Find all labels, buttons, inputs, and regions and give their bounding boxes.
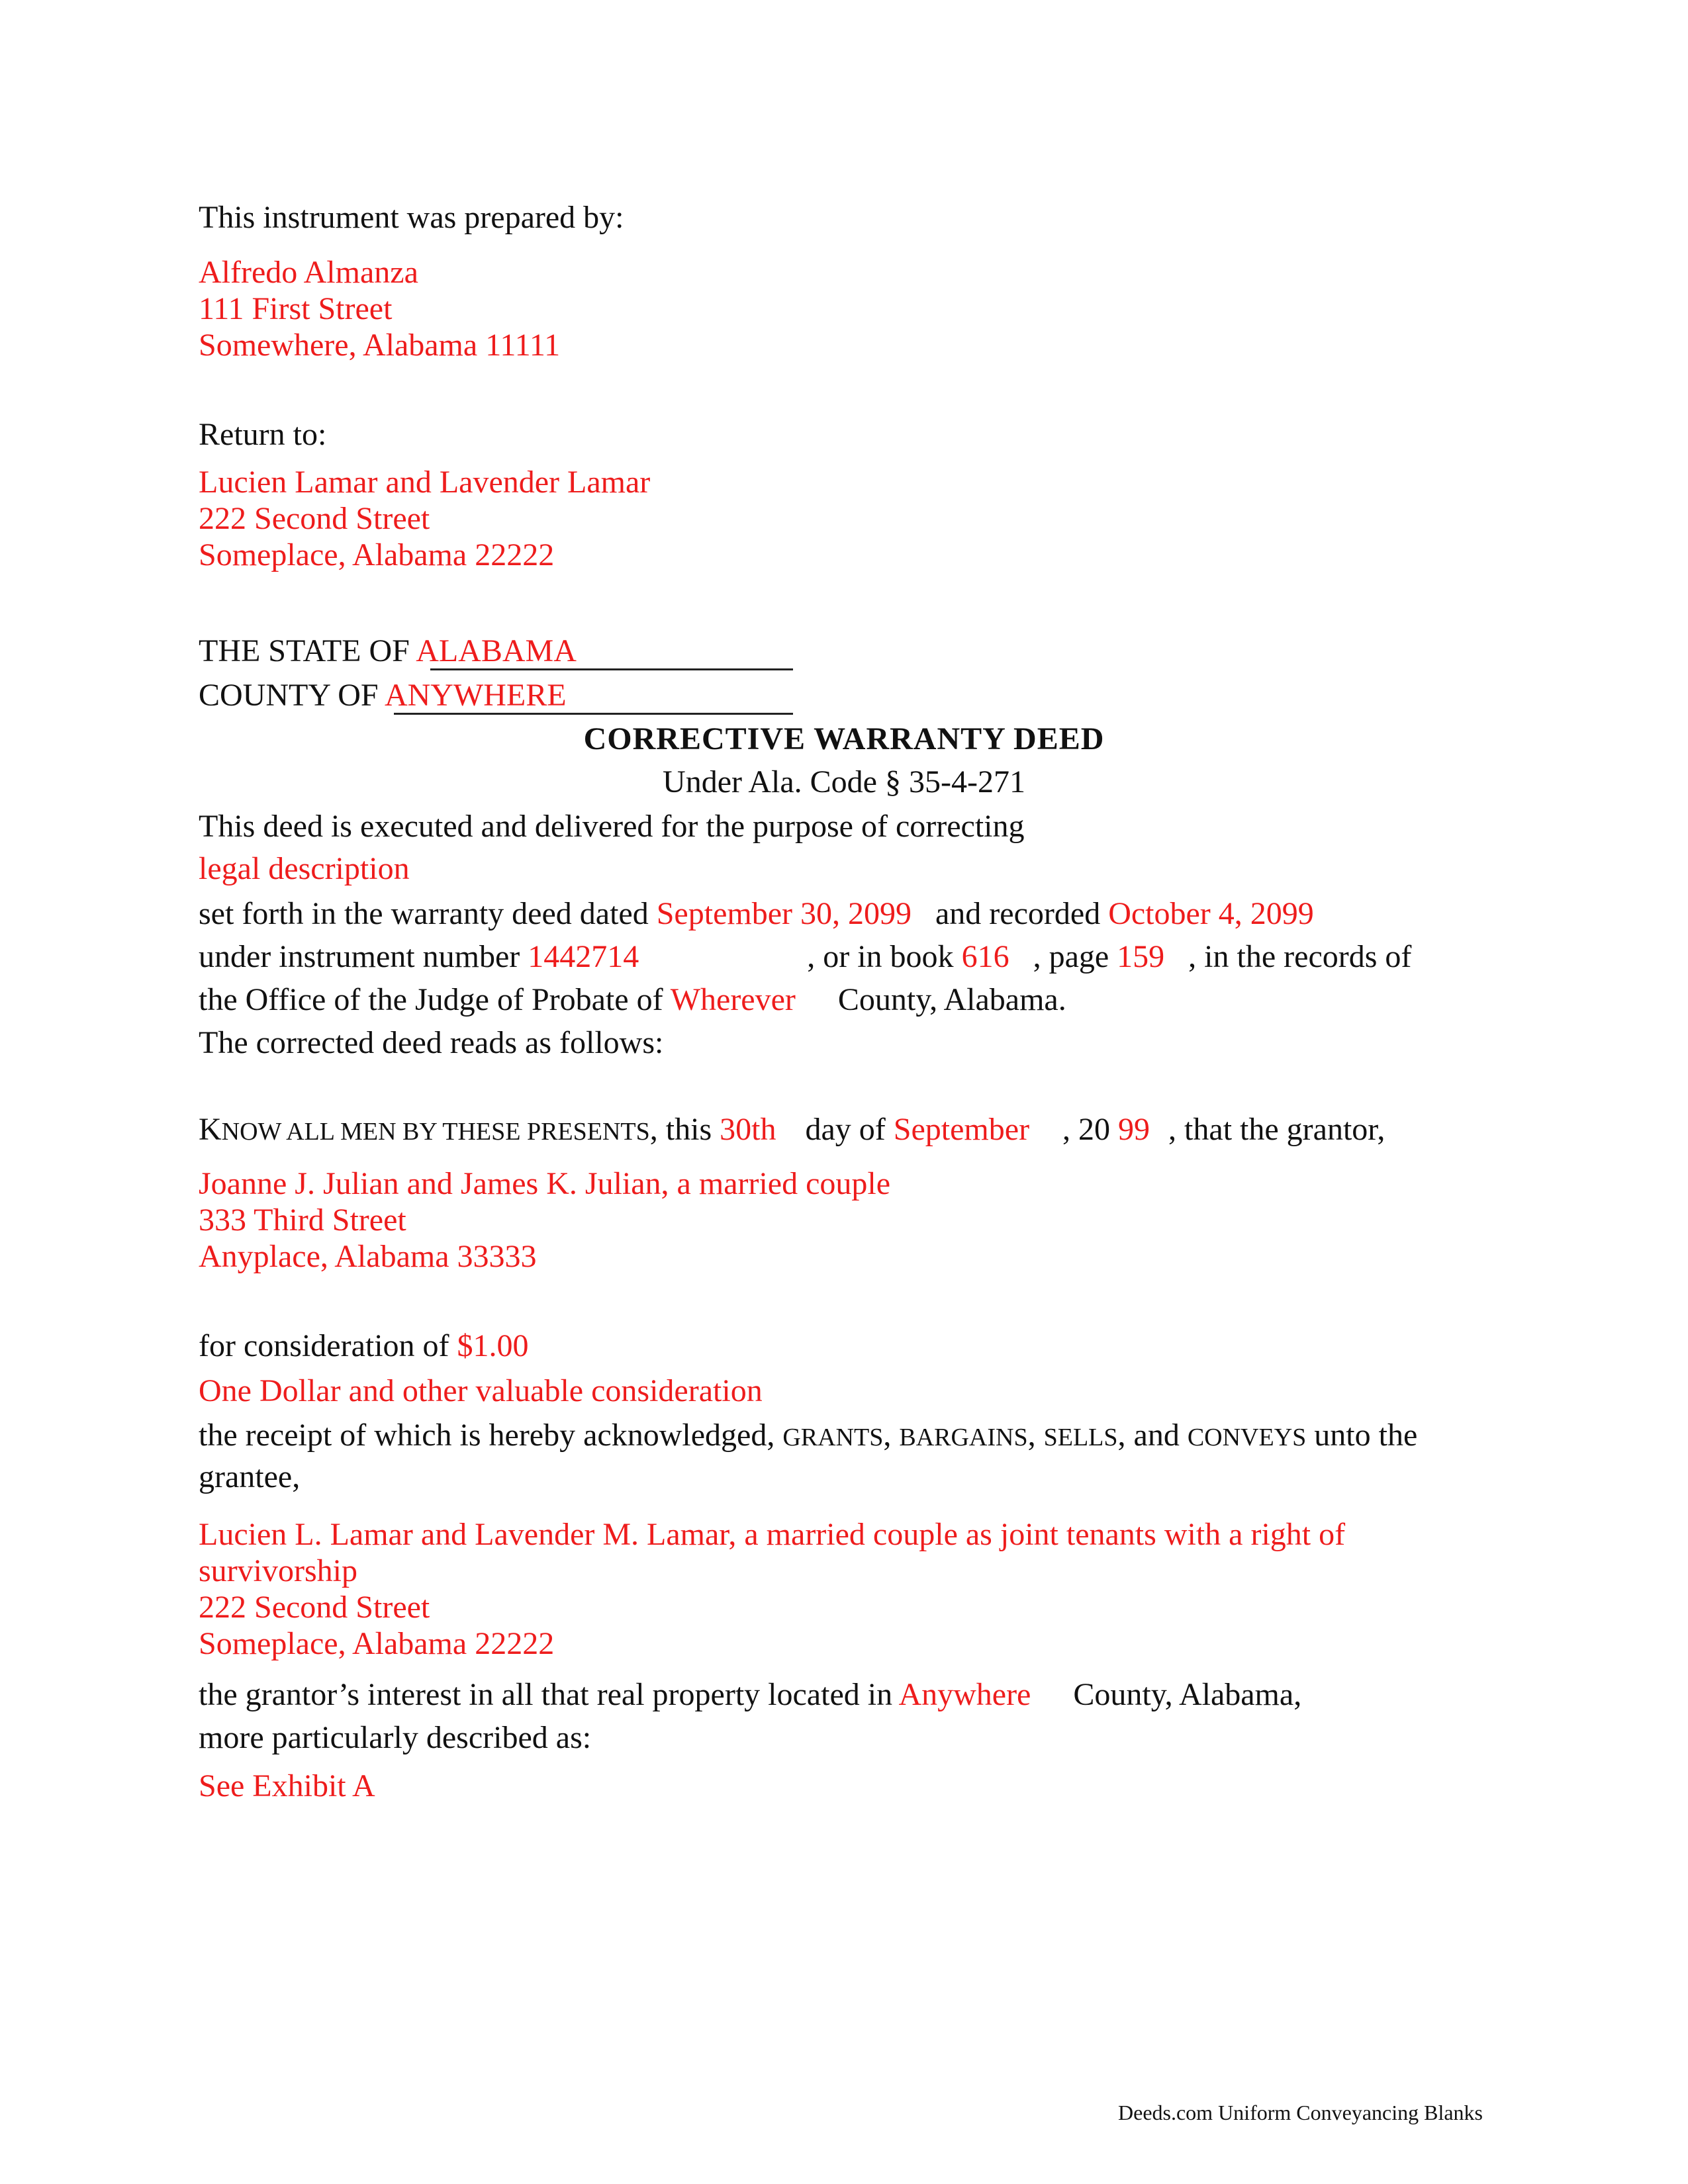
footer-credit: Deeds.com Uniform Conveyancing Blanks [1118, 2101, 1483, 2124]
return-to-city: Someplace, Alabama 22222 [199, 537, 555, 572]
return-to-heading: Return to: [199, 417, 327, 452]
presents-k: K [199, 1112, 222, 1147]
property-county: Anywhere [898, 1677, 1031, 1712]
property-line [199, 1676, 1301, 1714]
book-number: 616 [961, 939, 1009, 974]
records-of-text: , in the records of [1188, 939, 1412, 974]
presents-smallcaps: NOW ALL MEN BY THESE PRESENTS [221, 1118, 650, 1146]
grantor-street: 333 Third Street [199, 1203, 406, 1238]
instrument-number: 1442714 [528, 939, 639, 974]
bargains-word: BARGAINS [899, 1424, 1028, 1451]
county-label: COUNTY OF [199, 678, 379, 713]
state-line [199, 632, 577, 670]
grants-line: the receipt of which is hereby acknowledged, GRANTS, BARGAINS, SELLS, and CONVEYS unto the [199, 1418, 1418, 1453]
grants-word: GRANTS [782, 1424, 884, 1451]
and-word: and [1133, 1418, 1180, 1453]
consideration-line [199, 1327, 529, 1365]
consideration-text: One Dollar and other valuable consideration [199, 1373, 763, 1408]
instrument-line [199, 938, 1411, 976]
presents-this: , this [649, 1112, 712, 1147]
deed-subtitle: Under Ala. Code § 35-4-271 [663, 764, 1025, 799]
office-text: the Office of the Judge of Probate of [199, 982, 663, 1017]
or-in-book-text: , or in book [807, 939, 954, 974]
set-forth-text: set forth in the warranty deed dated [199, 896, 649, 931]
county-line [199, 676, 567, 715]
consideration-label: for consideration of [199, 1328, 449, 1363]
deed-title: CORRECTIVE WARRANTY DEED [583, 721, 1105, 756]
presents-grantor-label: , that the grantor, [1168, 1112, 1385, 1147]
correction-intro: This deed is executed and delivered for the purpose of correcting [199, 809, 1025, 844]
state-value: ALABAMA [416, 633, 577, 668]
date-dated: September 30, 2099 [656, 896, 912, 931]
correction-purpose: legal description [199, 851, 410, 886]
probate-county: Wherever [670, 982, 796, 1017]
presents-month: September [893, 1112, 1030, 1147]
grantor-name: Joanne J. Julian and James K. Julian, a married couple [199, 1166, 891, 1201]
return-to-name: Lucien Lamar and Lavender Lamar [199, 465, 651, 500]
county-value: ANYWHERE [384, 678, 567, 713]
consideration-amount: $1.00 [457, 1328, 529, 1363]
warranty-deed-line [199, 895, 1314, 933]
prepared-by-heading: This instrument was prepared by: [199, 200, 624, 235]
presents-year-prefix: , 20 [1062, 1112, 1111, 1147]
county-alabama-text: County, Alabama. [837, 982, 1066, 1017]
property-county-suffix: County, Alabama, [1073, 1677, 1302, 1712]
grantee-city: Someplace, Alabama 22222 [199, 1626, 555, 1661]
grantee-label: grantee, [199, 1459, 301, 1494]
receipt-text: the receipt of which is hereby acknowledged, [199, 1418, 775, 1453]
state-label: THE STATE OF [199, 633, 410, 668]
presents-day-of: day of [805, 1112, 886, 1147]
sells-word: SELLS [1043, 1424, 1118, 1451]
presents-line [199, 1111, 1385, 1151]
property-interest-text: the grantor’s interest in all that real property located in [199, 1677, 893, 1712]
grantor-city: Anyplace, Alabama 33333 [199, 1239, 537, 1274]
presents-year: 99 [1118, 1112, 1150, 1147]
unto-text: unto the [1314, 1418, 1418, 1453]
under-instrument-text: under instrument number [199, 939, 520, 974]
reads-as-follows: The corrected deed reads as follows: [199, 1025, 664, 1060]
grantee-name-line1: Lucien L. Lamar and Lavender M. Lamar, a married couple as joint tenants with a right of [199, 1517, 1346, 1552]
conveys-word: CONVEYS [1187, 1424, 1307, 1451]
page-number: 159 [1117, 939, 1165, 974]
state-underline [430, 668, 793, 670]
county-underline [394, 713, 793, 715]
preparer-name: Alfredo Almanza [199, 255, 418, 290]
preparer-street: 111 First Street [199, 291, 393, 326]
grantee-street: 222 Second Street [199, 1590, 430, 1625]
return-to-street: 222 Second Street [199, 501, 430, 536]
date-recorded: October 4, 2099 [1108, 896, 1314, 931]
office-line [199, 981, 1066, 1019]
grantee-name-line2: survivorship [199, 1553, 357, 1588]
exhibit-reference: See Exhibit A [199, 1768, 375, 1803]
and-recorded-text: and recorded [935, 896, 1101, 931]
page-label: , page [1033, 939, 1109, 974]
presents-day: 30th [720, 1112, 776, 1147]
preparer-city: Somewhere, Alabama 11111 [199, 328, 561, 363]
described-as: more particularly described as: [199, 1720, 592, 1755]
